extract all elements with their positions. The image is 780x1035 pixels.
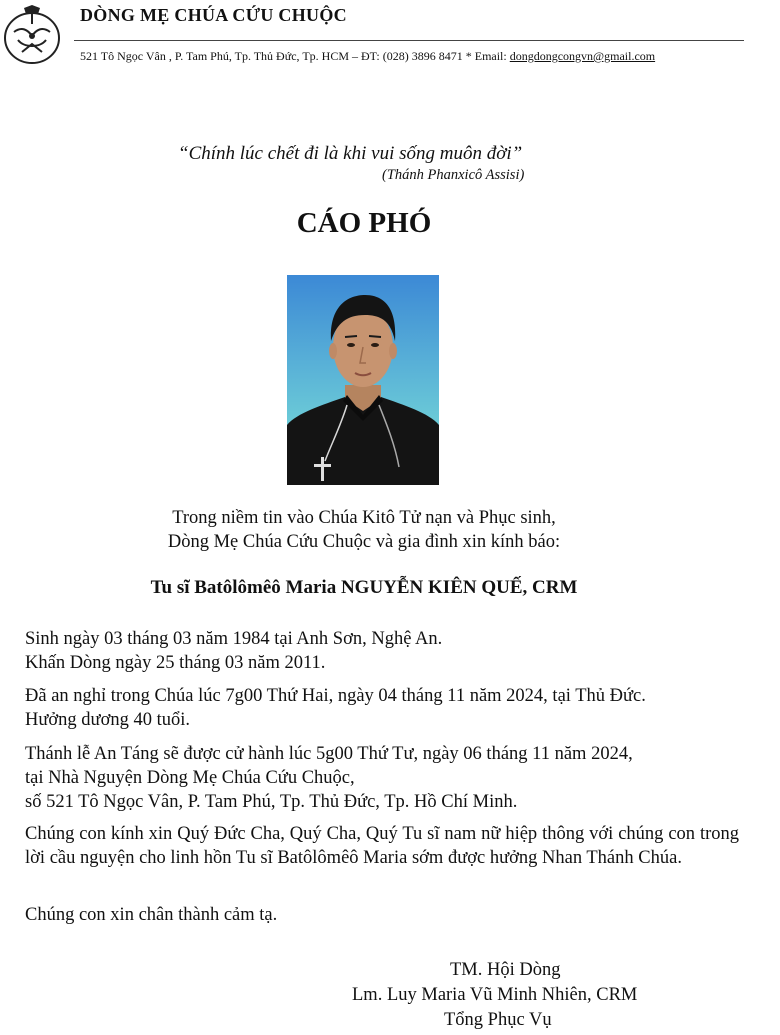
- funeral-mass-paragraph: [25, 742, 739, 814]
- death-paragraph: [25, 684, 739, 732]
- paragraph-line: Thánh lễ An Táng sẽ được cử hành lúc 5g00 Thứ Tư, ngày 06 tháng 11 năm 2024,: [25, 744, 633, 764]
- signature-block: [0, 958, 780, 1033]
- header-divider: [74, 40, 744, 41]
- address-text: 521 Tô Ngọc Vân , P. Tam Phú, Tp. Thủ Đức, Tp. HCM – ĐT: (028) 3896 8471 * Email:: [80, 49, 510, 63]
- paragraph-line: Hưởng dương 40 tuổi.: [25, 710, 191, 730]
- signer-title: Tổng Phục Vụ: [444, 1010, 552, 1030]
- announcement-intro: [0, 506, 728, 554]
- page-title: CÁO PHÓ: [296, 207, 432, 239]
- prayer-request-paragraph: Chúng con kính xin Quý Đức Cha, Quý Cha, Quý Tu sĩ nam nữ hiệp thông với chúng con trong lời cầu nguyện cho linh hồn Tu sĩ Batôlômêô Maria sớm được hưởng Nhan Thánh Chúa.: [25, 824, 739, 868]
- paragraph-line: tại Nhà Nguyện Dòng Mẹ Chúa Cứu Chuộc,: [25, 768, 355, 788]
- signature-line: TM. Hội Dòng: [450, 960, 561, 980]
- portrait-photo: [287, 275, 439, 485]
- organization-name: DÒNG MẸ CHÚA CỨU CHUỘC: [80, 5, 347, 25]
- intro-line: Dòng Mẹ Chúa Cứu Chuộc và gia đình xin kính báo:: [167, 532, 561, 552]
- thanks-paragraph: Chúng con xin chân thành cảm tạ.: [25, 905, 278, 925]
- epigraph-quote: “Chính lúc chết đi là khi vui sống muôn đời”: [178, 143, 523, 164]
- email-link[interactable]: dongdongcongvn@gmail.com: [509, 49, 656, 63]
- paragraph-line: Đã an nghỉ trong Chúa lúc 7g00 Thứ Hai, ngày 04 tháng 11 năm 2024, tại Thủ Đức.: [25, 686, 646, 706]
- deceased-name: Tu sĩ Batôlômêô Maria NGUYỄN KIÊN QUẾ, CRM: [150, 577, 578, 598]
- signer-name: Lm. Luy Maria Vũ Minh Nhiên, CRM: [352, 985, 638, 1005]
- contact-line: [80, 49, 655, 64]
- birth-paragraph: [25, 627, 739, 675]
- paragraph-line: số 521 Tô Ngọc Vân, P. Tam Phú, Tp. Thủ Đức, Tp. Hồ Chí Minh.: [25, 792, 518, 812]
- paragraph-line: Khấn Dòng ngày 25 tháng 03 năm 2011.: [25, 653, 326, 673]
- epigraph-source: (Thánh Phanxicô Assisi): [382, 167, 525, 183]
- congregation-emblem-icon: [2, 4, 62, 66]
- intro-line: Trong niềm tin vào Chúa Kitô Tử nạn và Phục sinh,: [172, 508, 556, 528]
- paragraph-line: Sinh ngày 03 tháng 03 năm 1984 tại Anh Sơn, Nghệ An.: [25, 629, 443, 649]
